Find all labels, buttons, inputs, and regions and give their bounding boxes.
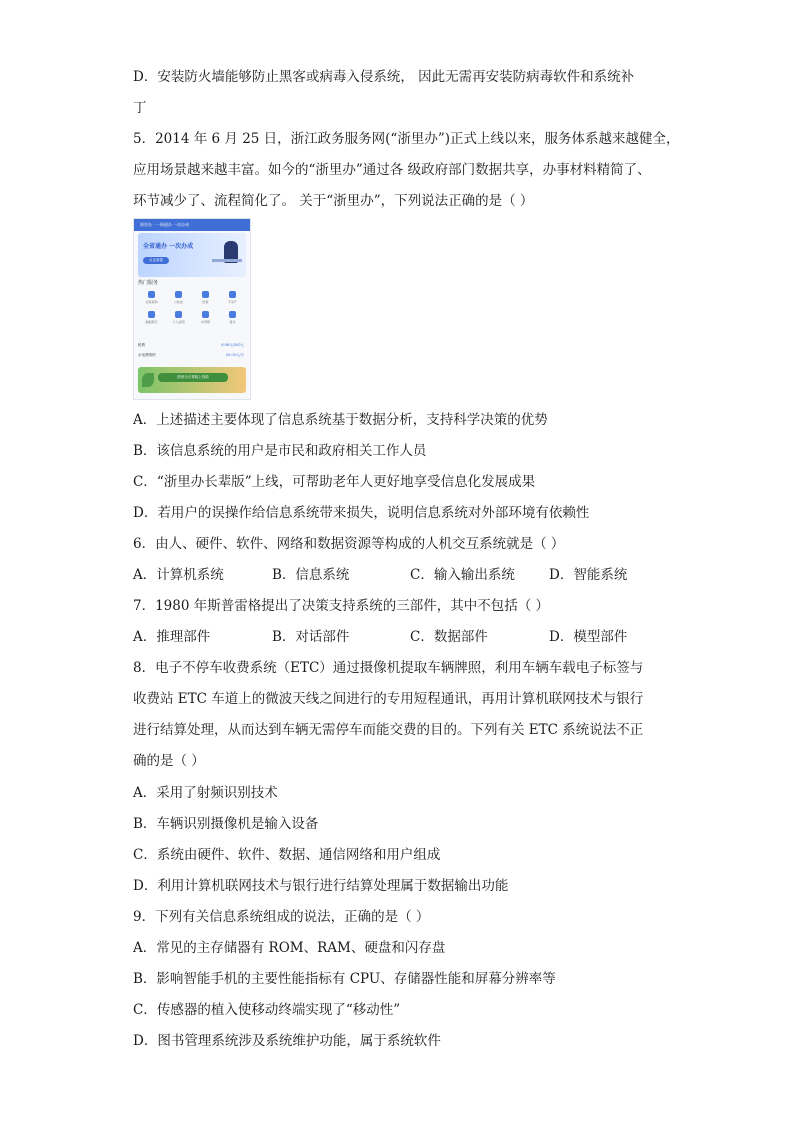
service-icon	[229, 291, 236, 298]
q9-option-b: B．影响智能手机的主要性能指标有 CPU、存储器性能和屏幕分辨率等	[133, 971, 556, 987]
service-icon	[148, 311, 155, 318]
q6-option-d: D．智能系统	[549, 567, 628, 583]
service-icon-cell	[192, 311, 219, 324]
service-label: 个人证明	[172, 320, 185, 324]
q8-stem-line1: 8．电子不停车收费系统（ETC）通过摄像机提取车辆牌照，利用车辆车载电子标签与	[133, 660, 644, 676]
service-label: 医保	[202, 300, 209, 304]
q9-option-c: C．传感器的植入使移动终端实现了“移动性”	[133, 1002, 401, 1018]
q7-option-a: A．推理部件	[133, 629, 211, 645]
service-label: 车驾管	[200, 320, 210, 324]
q9-option-d: D．图书管理系统涉及系统维护功能，属于系统软件	[133, 1033, 441, 1049]
hot-services-label: 热门服务	[138, 280, 159, 286]
q5-stem-line2: 应用场景越来越丰富。如今的“浙里办”通过各 级政府部门数据共享，办事材料精简了、	[133, 162, 651, 178]
q8-option-a: A．采用了射频识别技术	[133, 785, 278, 801]
q6-option-a: A．计算机系统	[133, 567, 224, 583]
zheliban-app-screenshot	[133, 218, 251, 400]
q8-option-c: C．系统由硬件、软件、数据、通信网络和用户组成	[133, 847, 441, 863]
service-label: 社保查询	[145, 300, 158, 304]
q8-option-d: D．利用计算机联网技术与银行进行结算处理属于数据输出功能	[133, 878, 509, 894]
service-icon	[202, 291, 209, 298]
q7-option-d: D．模型部件	[549, 629, 628, 645]
service-icon	[175, 291, 182, 298]
q4-option-d-line2: 丁	[133, 100, 147, 116]
service-icon-cell	[192, 291, 219, 304]
service-label: 婚姻登记	[145, 320, 158, 324]
q5-option-a: A．上述描述主要体现了信息系统基于数据分析，支持科学决策的优势	[133, 412, 548, 428]
q8-stem-line4: 确的是（ ）	[133, 753, 205, 769]
banner-button: 点击查看	[143, 257, 169, 264]
elder-version-promo	[138, 367, 246, 393]
service-label: 更多	[229, 320, 236, 324]
q7-option-c: C．数据部件	[410, 629, 488, 645]
service-icon-cell	[138, 311, 165, 324]
row1-value: 6.98元/500元	[221, 343, 244, 347]
screenshot-topbar: 浙里办 · 一网通办 一次办成	[134, 219, 250, 231]
row2-value: 45.00元/月	[225, 353, 244, 357]
q5-stem-line3: 环节减少了、流程简化了。 关于“浙里办”，下列说法正确的是（ ）	[133, 193, 534, 209]
q9-stem: 9．下列有关信息系统组成的说法，正确的是（ ）	[133, 909, 430, 925]
q7-stem: 7．1980 年斯普雷格提出了决策支持系统的三部件，其中不包括（ ）	[133, 598, 550, 614]
desk-illustration	[212, 259, 242, 262]
service-icon-cell	[219, 311, 246, 324]
q5-stem-line1: 5．2014 年 6 月 25 日，浙江政务服务网(“浙里办”)正式上线以来，服务体系越来越健全，	[133, 131, 680, 147]
q5-option-b: B．该信息系统的用户是市民和政府相关工作人员	[133, 443, 427, 459]
service-label: 不动产	[227, 300, 237, 304]
q8-stem-line2: 收费站 ETC 车道上的微波天线之间进行的专用短程通讯，再用计算机联网技术与银行	[133, 691, 644, 707]
leaf-icon	[142, 373, 154, 387]
promo-text: 浙里办长辈版上线啦	[158, 373, 228, 382]
service-icon	[175, 311, 182, 318]
service-label: 公积金	[173, 300, 183, 304]
q6-stem: 6．由人、硬件、软件、网络和数据资源等构成的人机交互系统就是（ ）	[133, 536, 565, 552]
q8-stem-line3: 进行结算处理，从而达到车辆无需停车而能交费的目的。下列有关 ETC 系统说法不正	[133, 722, 644, 738]
banner-title: 全省通办 一次办成	[143, 243, 194, 250]
q6-option-c: C．输入输出系统	[410, 567, 515, 583]
service-icon	[148, 291, 155, 298]
service-icon-cell	[219, 291, 246, 304]
row2-label: 水电费缴纳	[138, 353, 156, 357]
q7-option-b: B．对话部件	[272, 629, 350, 645]
row1-label: 税费	[138, 343, 145, 347]
service-icon-cell	[138, 291, 165, 304]
service-icon	[229, 311, 236, 318]
q4-option-d-line1: D．安装防火墙能够防止黑客或病毒入侵系统， 因此无需再安装防病毒软件和系统补	[133, 69, 635, 85]
q9-option-a: A．常见的主存储器有 ROM、RAM、硬盘和闪存盘	[133, 940, 446, 956]
q8-option-b: B．车辆识别摄像机是输入设备	[133, 816, 319, 832]
q6-option-b: B．信息系统	[272, 567, 350, 583]
screenshot-banner	[138, 233, 246, 277]
service-icon-cell	[165, 291, 192, 304]
q5-option-d: D．若用户的误操作给信息系统带来损失，说明信息系统对外部环境有依赖性	[133, 505, 590, 521]
service-icon-cell	[165, 311, 192, 324]
q5-option-c: C．“浙里办长辈版”上线，可帮助老年人更好地享受信息化发展成果	[133, 474, 536, 490]
service-icon	[202, 311, 209, 318]
